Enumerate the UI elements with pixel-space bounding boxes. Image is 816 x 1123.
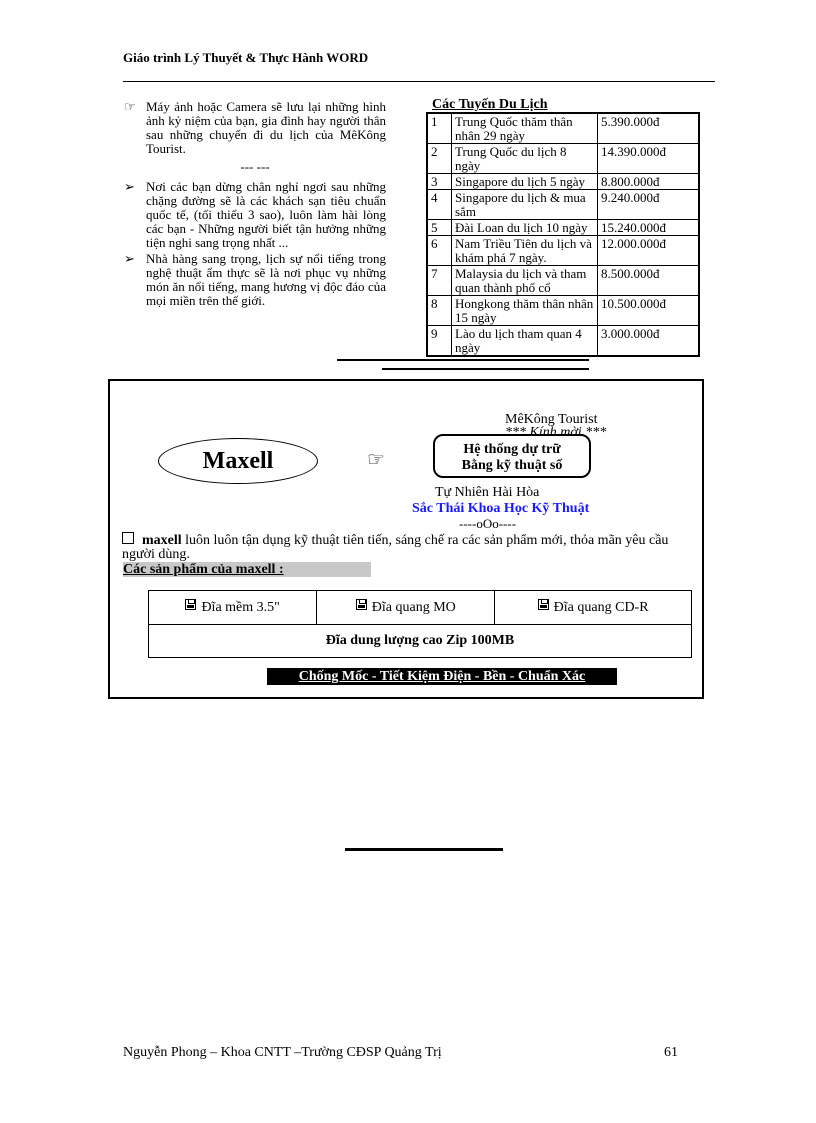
bullet-text: Nhà hàng sang trọng, lịch sự nổi tiếng trong nghệ thuật ẩm thực sẽ là nơi phục vụ những món ăn nổi tiếng, mang hương vị độc đáo của mọi miền trên thế giới. [146, 251, 386, 308]
tour-number: 5 [427, 220, 452, 236]
page-number: 61 [664, 1045, 678, 1060]
floppy-disk-icon [185, 599, 196, 610]
product-cell [149, 591, 317, 625]
line-decoration [337, 359, 589, 361]
ornament: ----oOo---- [459, 516, 517, 531]
paragraph-text: luôn luôn tận dụng kỹ thuật tiên tiến, sáng chế ra các sản phẩm mới, thỏa mãn yêu cầu người dùng. [122, 533, 669, 562]
bullet-text: Nơi các bạn dừng chân nghỉ ngơi sau những chặng đường sẽ là các khách sạn tiêu chuẩn quốc tế, (tối thiểu 3 sao), luôn làm hài lòng các bạn - Những người biết tận hưởng những tiện nghi sang trọng nhất ... [146, 179, 386, 250]
tours-table [426, 112, 700, 357]
brand-name: maxell [142, 533, 182, 548]
tour-name: Malaysia du lịch và tham quan thành phố cổ [452, 266, 598, 296]
tour-number: 9 [427, 326, 452, 357]
tour-number: 2 [427, 144, 452, 174]
tour-row [427, 220, 699, 236]
tour-row [427, 236, 699, 266]
tour-price: 14.390.000đ [598, 144, 700, 174]
maxell-paragraph [122, 532, 692, 562]
tour-row [427, 113, 699, 144]
tour-row [427, 326, 699, 357]
tour-number: 8 [427, 296, 452, 326]
bullet-item [124, 252, 386, 308]
tour-price: 9.240.000đ [598, 190, 700, 220]
hand-pointer-icon: ☞ [124, 99, 136, 114]
tour-row [427, 296, 699, 326]
bullet-item [124, 100, 386, 156]
footer-author: Nguyễn Phong – Khoa CNTT –Trường CĐSP Quảng Trị [123, 1045, 442, 1060]
product-label: Đĩa mềm 3.5" [201, 600, 280, 616]
tour-name: Lào du lịch tham quan 4 ngày [452, 326, 598, 357]
invitation-label: *** Kính mời *** [505, 425, 607, 440]
zip-label: Đĩa dung lượng cao Zip 100MB [325, 633, 515, 649]
tour-row [427, 266, 699, 296]
floppy-disk-icon [538, 599, 549, 610]
tour-price: 15.240.000đ [598, 220, 700, 236]
maxell-logo: Maxell [158, 438, 318, 484]
tour-name: Singapore du lịch & mua sắm [452, 190, 598, 220]
tour-price: 5.390.000đ [598, 113, 700, 144]
tour-number: 1 [427, 113, 452, 144]
product-cell [317, 591, 495, 625]
tour-price: 8.500.000đ [598, 266, 700, 296]
tour-number: 3 [427, 174, 452, 190]
zip-cell [149, 625, 692, 658]
system-line2: Bằng kỹ thuật số [461, 458, 563, 473]
tech-style-text: Sắc Thái Khoa Học Kỹ Thuật [412, 501, 590, 516]
tour-price: 8.800.000đ [598, 174, 700, 190]
hand-pointer-icon: ☞ [367, 449, 385, 471]
digital-storage-box [433, 434, 591, 478]
arrow-bullet-icon: ➢ [124, 251, 135, 266]
tour-price: 3.000.000đ [598, 326, 700, 357]
bottom-divider [345, 848, 503, 851]
products-title: Các sản phẩm của maxell : [123, 562, 371, 577]
product-label: Đĩa quang MO [371, 600, 456, 616]
tour-name: Trung Quốc du lịch 8 ngày [452, 144, 598, 174]
bullet-item [124, 180, 386, 250]
floppy-disk-icon [356, 599, 367, 610]
product-cell [495, 591, 692, 625]
harmony-text: Tự Nhiên Hài Hòa [435, 485, 540, 500]
tour-number: 4 [427, 190, 452, 220]
tour-name: Hongkong thăm thân nhân 15 ngày [452, 296, 598, 326]
tour-name: Nam Triều Tiên du lịch và khám phá 7 ngày. [452, 236, 598, 266]
bullet-text: Máy ảnh hoặc Camera sẽ lưu lại những hình ảnh kỷ niệm của bạn, gia đình hay người thân sau những chuyến đi du lịch của MêKông Tourist. [146, 99, 386, 156]
tour-number: 6 [427, 236, 452, 266]
tour-price: 12.000.000đ [598, 236, 700, 266]
products-table [148, 590, 692, 658]
tour-name: Trung Quốc thăm thân nhân 29 ngày [452, 113, 598, 144]
tours-title: Các Tuyến Du Lịch [432, 97, 548, 112]
header-divider [123, 81, 715, 82]
separator: --- --- [240, 159, 270, 174]
slogan-banner: Chống Mốc - Tiết Kiệm Điện - Bền - Chuẩn Xác [267, 668, 617, 685]
tour-row [427, 190, 699, 220]
left-column [124, 100, 386, 310]
tour-price: 10.500.000đ [598, 296, 700, 326]
tour-row [427, 144, 699, 174]
arrow-bullet-icon: ➢ [124, 179, 135, 194]
product-label: Đĩa quang CD-R [553, 600, 649, 616]
tour-number: 7 [427, 266, 452, 296]
tour-name: Singapore du lịch 5 ngày [452, 174, 598, 190]
system-line1: Hệ thống dự trữ [463, 442, 561, 457]
tour-row [427, 174, 699, 190]
tour-name: Đài Loan du lịch 10 ngày [452, 220, 598, 236]
page-header-title: Giáo trình Lý Thuyết & Thực Hành WORD [123, 50, 369, 65]
mekong-label: MêKông Tourist [505, 412, 598, 427]
checkbox-bullet-icon [122, 532, 134, 544]
line-decoration [382, 368, 589, 370]
